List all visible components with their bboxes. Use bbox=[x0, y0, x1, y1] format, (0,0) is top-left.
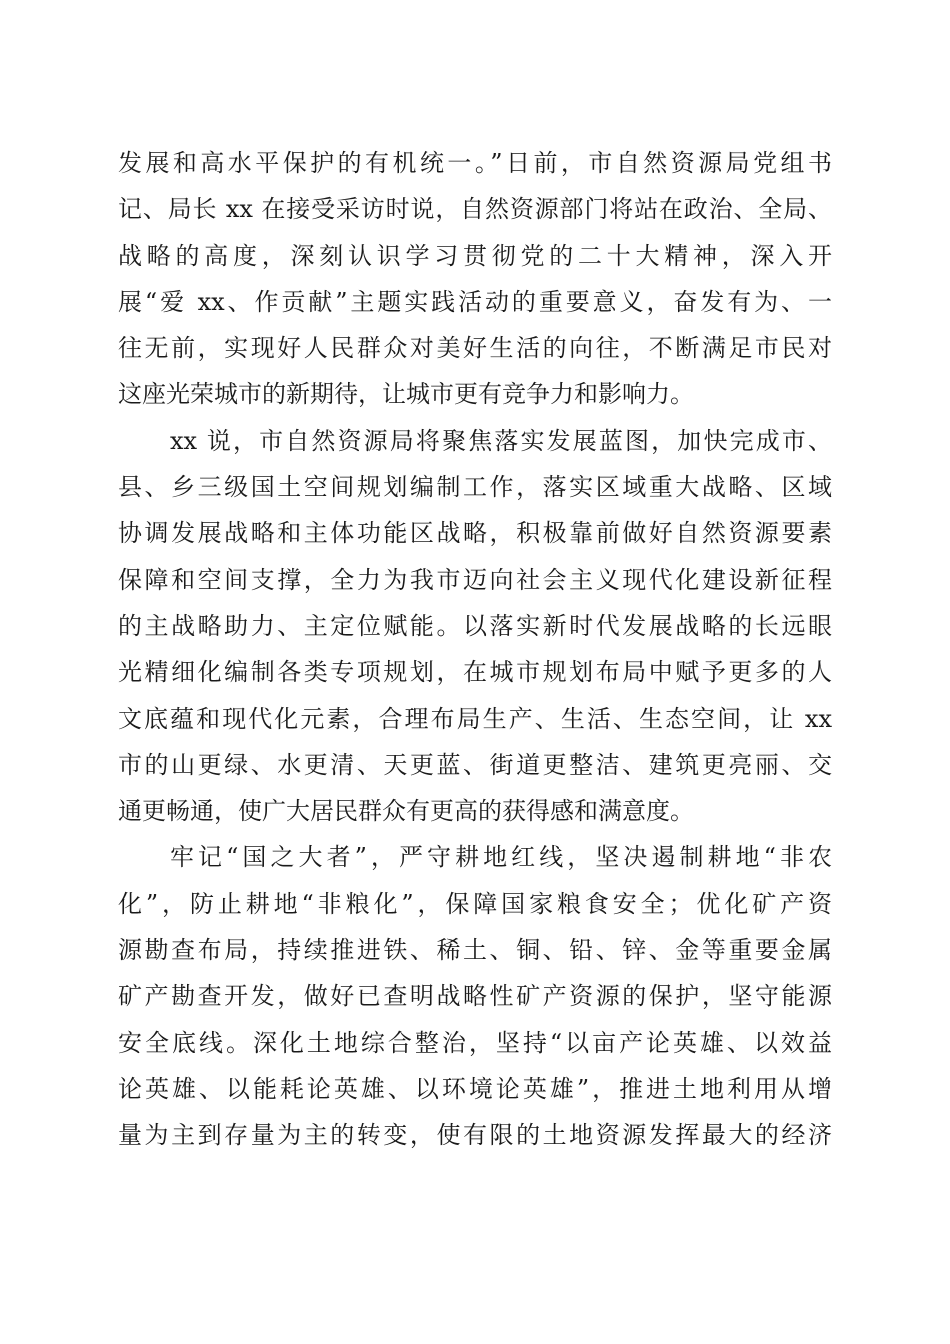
text-line: 往无前，实现好人民群众对美好生活的向往，不断满足市民对 bbox=[118, 334, 832, 363]
text-line: 量为主到存量为主的转变，使有限的土地资源发挥最大的经济 bbox=[118, 1121, 832, 1150]
text-line: 发展和高水平保护的有机统一。”日前，市自然资源局党组书 bbox=[118, 149, 832, 177]
text-line: xx 说，市自然资源局将聚焦落实发展蓝图，加快完成市、 bbox=[170, 426, 832, 455]
text-line: 论英雄、以能耗论英雄、以环境论英雄”，推进土地利用从增 bbox=[118, 1074, 832, 1103]
text-line: 矿产勘查开发，做好已查明战略性矿产资源的保护，坚守能源 bbox=[118, 982, 832, 1011]
text-line: 化”，防止耕地“非粮化”，保障国家粮食安全；优化矿产资 bbox=[118, 889, 832, 918]
text-line: 的主战略助力、主定位赋能。以落实新时代发展战略的长远眼 bbox=[118, 611, 832, 640]
text-line: 源勘查布局，持续推进铁、稀土、铜、铅、锌、金等重要金属 bbox=[118, 936, 832, 965]
text-line: 战略的高度，深刻认识学习贯彻党的二十大精神，深入开 bbox=[118, 241, 832, 270]
text-line: 这座光荣城市的新期待，让城市更有竞争力和影响力。 bbox=[118, 380, 694, 409]
text-line: 县、乡三级国土空间规划编制工作，落实区域重大战略、区域 bbox=[118, 473, 832, 502]
paragraph-3 bbox=[118, 834, 832, 1158]
text-line: 文底蕴和现代化元素，合理布局生产、生活、生态空间，让 xx bbox=[118, 704, 832, 733]
text-line: 协调发展战略和主体功能区战略，积极靠前做好自然资源要素 bbox=[118, 519, 832, 548]
text-line: 展“爱 xx、作贡献”主题实践活动的重要意义，奋发有为、一 bbox=[118, 287, 832, 316]
text-line: 通更畅通，使广大居民群众有更高的获得感和满意度。 bbox=[118, 797, 694, 826]
paragraph-1 bbox=[118, 140, 832, 418]
text-line: 安全底线。深化土地综合整治，坚持“以亩产论英雄、以效益 bbox=[118, 1028, 832, 1057]
paragraph-2 bbox=[118, 418, 832, 835]
text-line: 市的山更绿、水更清、天更蓝、街道更整洁、建筑更亮丽、交 bbox=[118, 750, 832, 779]
text-line: 光精细化编制各类专项规划，在城市规划布局中赋予更多的人 bbox=[118, 658, 832, 687]
text-line: 牢记“国之大者”，严守耕地红线，坚决遏制耕地“非农 bbox=[170, 843, 832, 872]
text-line: 保障和空间支撑，全力为我市迈向社会主义现代化建设新征程 bbox=[118, 565, 832, 594]
text-line: 记、局长 xx 在接受采访时说，自然资源部门将站在政治、全局、 bbox=[118, 195, 832, 224]
body-text bbox=[118, 140, 832, 1159]
